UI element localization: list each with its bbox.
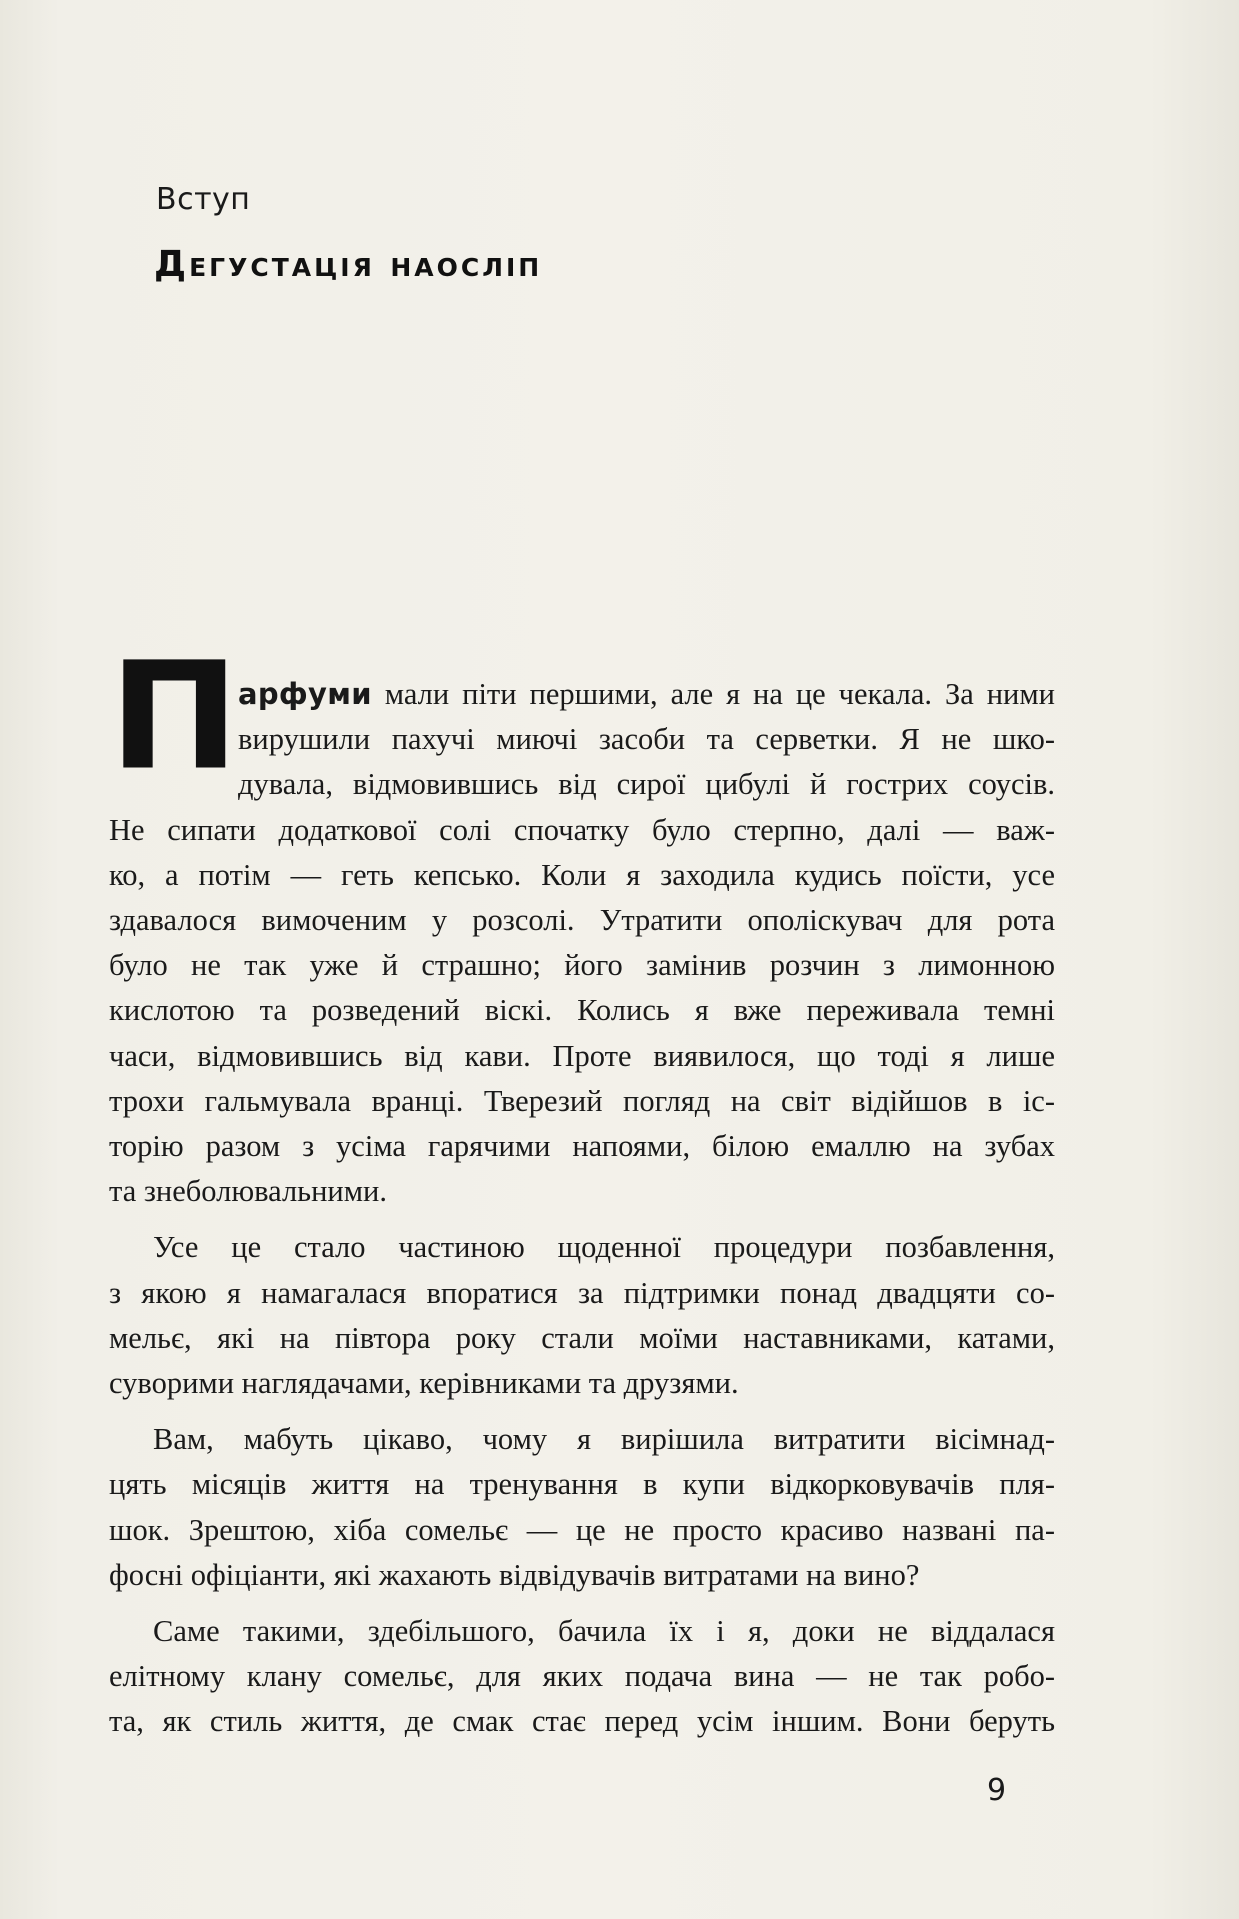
text-line: здавалося вимоченим у розсолі. Утратити ополіскувач для рота [109, 903, 1055, 938]
text-line: часи, відмовившись від кави. Проте виявилося, що тоді я лише [109, 1038, 1055, 1073]
text-line: дувала, відмовившись від сирої цибулі й гострих соусів. [238, 767, 1055, 802]
text-line: кислотою та розведений віскі. Колись я вже переживала темні [109, 993, 1055, 1028]
text-line: цять місяців життя на тренування в купи відкорковувачів пля- [109, 1467, 1055, 1502]
text-line: та, як стиль життя, де смак стає перед усім іншим. Вони беруть [109, 1704, 1055, 1739]
first-word: арфуми [238, 677, 372, 711]
text-line: торію разом з усіма гарячими напоями, білою емаллю на зубах [109, 1129, 1055, 1164]
text-line: арфуми мали піти першими, але я на це чекала. За ними [238, 677, 1055, 711]
paragraph [109, 1225, 1055, 1406]
section-label: Вступ [156, 182, 251, 217]
text-line: фосні офіціанти, які жахають відвідувачів витратами на вино? [109, 1557, 920, 1592]
text-line: Усе це стало частиною щоденної процедури позбавлення, [153, 1230, 1055, 1265]
text-line: ко, а потім — геть кепсько. Коли я заходила кудись поїсти, усе [109, 857, 1055, 892]
text-line: мельє, які на півтора року стали моїми наставниками, катами, [109, 1320, 1055, 1355]
text-line: та знеболювальними. [109, 1174, 387, 1209]
paragraph [109, 1417, 1055, 1598]
text-line: шок. Зрештою, хіба сомельє — це не просто красиво названі па- [109, 1512, 1055, 1547]
drop-cap: П [109, 629, 240, 803]
text-line: Саме такими, здебільшого, бачила їх і я, доки не віддалася [153, 1614, 1055, 1649]
text-line: трохи гальмувала вранці. Тверезий погляд на світ відійшов в іс- [109, 1083, 1055, 1118]
chapter-title: Дегустація наосліп [154, 244, 543, 285]
page-number: 9 [987, 1773, 1007, 1808]
text-line: з якою я намагалася впоратися за підтримки понад двадцяти со- [109, 1275, 1055, 1310]
text-line: було не так уже й страшно; його замінив розчин з лимонною [109, 948, 1055, 983]
text-line: Не сипати додаткової солі спочатку було стерпно, далі — важ- [109, 812, 1055, 847]
text-line: вирушили пахучі миючі засоби та серветки. Я не шко- [238, 722, 1055, 757]
paragraph [109, 629, 1055, 1214]
text-line: Вам, мабуть цікаво, чому я вирішила витратити вісімнад- [153, 1422, 1055, 1457]
body-text [109, 629, 1055, 1745]
text-line: елітному клану сомельє, для яких подача вина — не так робо- [109, 1659, 1055, 1694]
paragraph [109, 1609, 1055, 1745]
text-line: суворими наглядачами, керівниками та друзями. [109, 1366, 739, 1401]
